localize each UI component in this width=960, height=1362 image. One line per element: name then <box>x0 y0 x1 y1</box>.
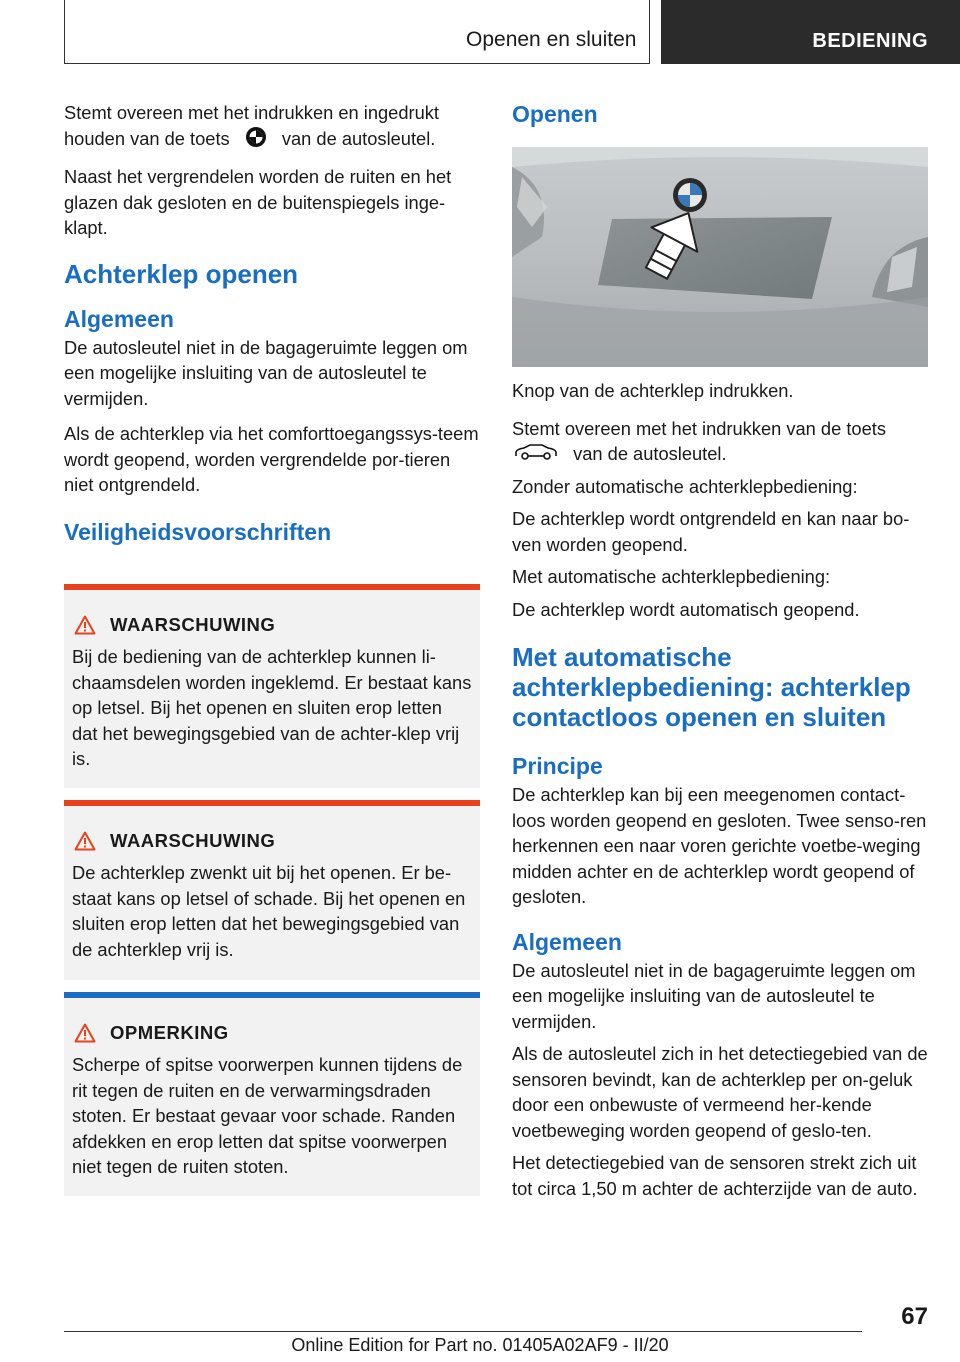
paragraph-text: van de autosleutel. <box>573 443 727 464</box>
notice-title <box>74 828 480 854</box>
paragraph-text: Stemt overeen met het indrukken en ingedrukt houden van de toets <box>64 102 439 149</box>
notice-label: OPMERKING <box>110 1022 229 1043</box>
notice-title <box>74 612 480 638</box>
paragraph: De achterklep wordt automatisch geopend. <box>512 598 860 620</box>
page-number: 67 <box>901 1303 928 1330</box>
bmw-logo-icon <box>245 126 267 155</box>
paragraph: Als de achterklep via het comforttoegangssys-teem wordt geopend, worden vergrendelde por-tieren niet ontgrendeld. <box>64 423 479 495</box>
paragraph: De achterklep kan bij een meegenomen contact-loos worden geopend en gesloten. Twee senso-ren herkennen een naar voren gerichte voetbe-weging midden achter en de achterklep wordt geopend of gesloten. <box>512 784 927 908</box>
paragraph: Zonder automatische achterklepbediening: <box>512 475 858 497</box>
warning-triangle-icon <box>74 831 96 851</box>
left-column <box>64 100 480 546</box>
header-chapter-tab <box>661 0 960 64</box>
section-heading: Achterklep openen <box>64 258 299 289</box>
paragraph: De autosleutel niet in de bagageruimte leggen om een mogelijke insluiting van de autosleutel te vermijden. <box>64 336 468 409</box>
footer-rule <box>64 1331 862 1332</box>
notice-text: Scherpe of spitse voorwerpen kunnen tijdens de rit tegen de ruiten en de verwarmingsdraden stoten. Er bestaat gevaar voor schade. Randen afdekken en erop letten dat spitse voorwerpen niet tegen de ruiten stoten. <box>72 1054 463 1177</box>
subsection-heading: Openen <box>512 101 598 127</box>
subsection-heading: Veiligheidsvoorschriften <box>64 518 332 545</box>
subsection-heading: Algemeen <box>64 305 174 332</box>
subsection-heading: Principe <box>512 753 603 780</box>
warning-box <box>64 584 480 788</box>
note-bar <box>64 992 480 998</box>
warning-triangle-icon <box>74 615 96 635</box>
image-caption: Knop van de achterklep indrukken. <box>512 380 794 401</box>
header-bottom-rule <box>64 63 650 64</box>
notice-text: Bij de bediening van de achterklep kunnen li-chaamsdelen worden ingeklemd. Er bestaat kans op letsel. Bij het openen en sluiten erop letten dat het bewegingsgebied van de achter-klep vrij is. <box>72 646 472 769</box>
paragraph: Het detectiegebied van de sensoren strekt zich uit tot circa 1,50 m achter de achterzijde van de auto. <box>512 1152 918 1199</box>
warning-bar <box>64 800 480 806</box>
note-box <box>64 992 480 1196</box>
tailgate-photo <box>512 147 928 367</box>
notice-label: WAARSCHUWING <box>110 614 276 635</box>
notice-text: De achterklep zwenkt uit bij het openen. Er be-staat kans op letsel of schade. Bij het openen en sluiten erop letten dat het bewegingsgebied van de achterklep vrij is. <box>72 862 466 960</box>
paragraph-text: Stemt overeen met het indrukken van de toets <box>512 417 886 439</box>
warning-box <box>64 800 480 980</box>
header-left-rule <box>64 0 65 64</box>
notice-label: WAARSCHUWING <box>110 830 276 851</box>
header-section-title: Openen en sluiten <box>466 28 637 51</box>
footer-edition: Online Edition for Part no. 01405A02AF9 - II/20 <box>291 1335 669 1355</box>
section-heading: Met automatische achterklepbediening: achterklep contactloos openen en sluiten <box>512 642 911 733</box>
right-column-top <box>512 100 928 128</box>
paragraph <box>512 416 928 468</box>
paragraph: De achterklep wordt ontgrendeld en kan naar bo-ven worden geopend. <box>512 508 910 555</box>
warning-bar <box>64 584 480 590</box>
paragraph-text: van de autosleutel. <box>281 127 436 149</box>
paragraph: Als de autosleutel zich in het detectiegebied van de sensoren bevindt, kan de achterklep per on-geluk door een onbewuste of vermeend her-kende voetbeweging worden geopend of geslo-ten. <box>512 1043 928 1141</box>
paragraph: De autosleutel niet in de bagageruimte leggen om een mogelijke insluiting van de autosleutel te vermijden. <box>512 959 916 1032</box>
header-separator <box>649 0 650 64</box>
notice-title <box>74 1020 480 1046</box>
paragraph <box>64 100 480 154</box>
car-trunk-icon <box>514 442 558 468</box>
subsection-heading: Algemeen <box>512 928 622 955</box>
right-column <box>512 378 928 1211</box>
warning-triangle-icon <box>74 1023 96 1043</box>
chapter-title: BEDIENING <box>812 30 928 52</box>
paragraph: Met automatische achterklepbediening: <box>512 566 831 588</box>
paragraph: Naast het vergrendelen worden de ruiten en het glazen dak gesloten en de buitenspiegels inge-klapt. <box>64 166 452 238</box>
